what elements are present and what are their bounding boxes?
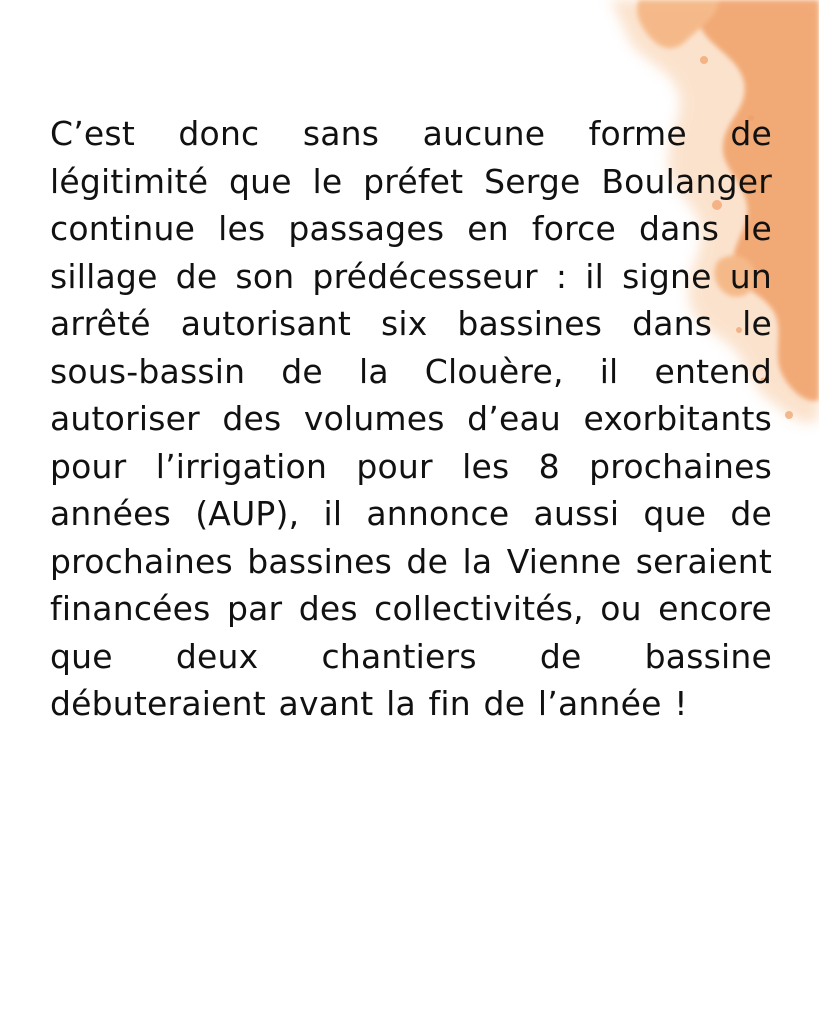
body-paragraph: C’est donc sans aucune forme de légitimité que le préfet Serge Boulanger continue les passages en force dans le sillage de son prédécesseur : il signe un arrêté autorisant six bassines dans le sous-bassin de la Clouère, il entend autoriser des volumes d’eau exorbitants pour l’irrigation pour les 8 prochaines années (AUP), il annonce aussi que de prochaines bassines de la Vienne seraient financées par des collectivités, ou encore que deux chantiers de bassine débuteraient avant la fin de l’année ! [50,114,772,723]
